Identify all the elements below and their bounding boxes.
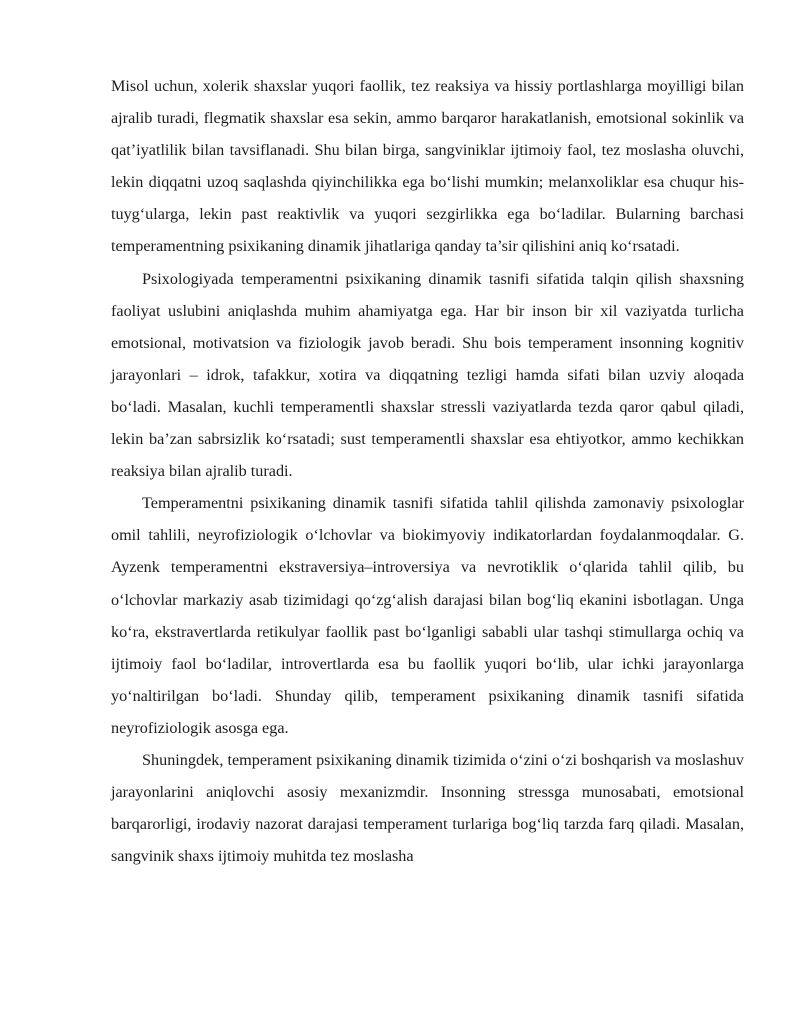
paragraph-psychology-interpretation: Psixologiyada temperamentni psixikaning dinamik tasnifi sifatida talqin qilish shaxsning faoliyat uslubini aniqlashda muhim ahamiyatga ega. Har bir inson bir xil vaziyatda turlicha emotsional, motivatsion va fiziologik javob beradi. Shu bois temperament insonning kognitiv jarayonlari – idrok, tafakkur, xotira va diqqatning tezligi hamda sifati bilan uzviy aloqada bo‘ladi. Masalan, kuchli temperamentli shaxslar stressli vaziyatlarda tezda qaror qabul qiladi, lekin ba’zan sabrsizlik ko‘rsatadi; sust temperamentli shaxslar esa ehtiyotkor, ammo kechikkan reaksiya bilan ajralib turadi. [111,269,744,481]
paragraph-temperament-types: Misol uchun, xolerik shaxslar yuqori faollik, tez reaksiya va hissiy portlashlarga moyilligi bilan ajralib turadi, flegmatik shaxslar esa sekin, ammo barqaror harakatlanish, emotsional sokinlik va qat’iyatlilik bilan tavsiflanadi. Shu bilan birga, sangviniklar ijtimoiy faol, tez moslasha oluvchi, lekin diqqatni uzoq saqlashda qiyinchilikka ega bo‘lishi mumkin; melanxoliklar esa chuqur his-tuyg‘ularga, lekin past reaktivlik va yuqori sezgirlikka ega bo‘ladilar. Bularning barchasi temperamentning psixikaning dinamik jihatlariga qanday ta’sir qilishini aniq ko‘rsatadi. [111,77,744,256]
paragraph-eysenck-analysis: Temperamentni psixikaning dinamik tasnifi sifatida tahlil qilishda zamonaviy psixologlar omil tahlili, neyrofiziologik o‘lchovlar va biokimyoviy indikatorlardan foydalanmoqdalar. G. Ayzenk temperamentni ekstraversiya–introversiya va nevrotiklik o‘qlarida tahlil qilib, bu o‘lchovlar markaziy asab tizimidagi qo‘zg‘alish darajasi bilan bog‘liq ekanini isbotlagan. Unga ko‘ra, ekstravertlarda retikulyar faollik past bo‘lganligi sababli ular tashqi stimullarga ochiq va ijtimoiy faol bo‘ladilar, introvertlarda esa bu faollik yuqori bo‘lib, ular ichki jarayonlarga yo‘naltirilgan bo‘ladi. Shunday qilib, temperament psixikaning dinamik tasnifi sifatida neyrofiziologik asosga ega. [111,494,744,737]
document-page [111,70,744,872]
paragraph-self-regulation: Shuningdek, temperament psixikaning dinamik tizimida o‘zini o‘zi boshqarish va moslashuv jarayonlarini aniqlovchi asosiy mexanizmdir. Insonning stressga munosabati, emotsional barqarorligi, irodaviy nazorat darajasi temperament turlariga bog‘liq tarzda farq qiladi. Masalan, sangvinik shaxs ijtimoiy muhitda tez moslasha [111,750,744,866]
